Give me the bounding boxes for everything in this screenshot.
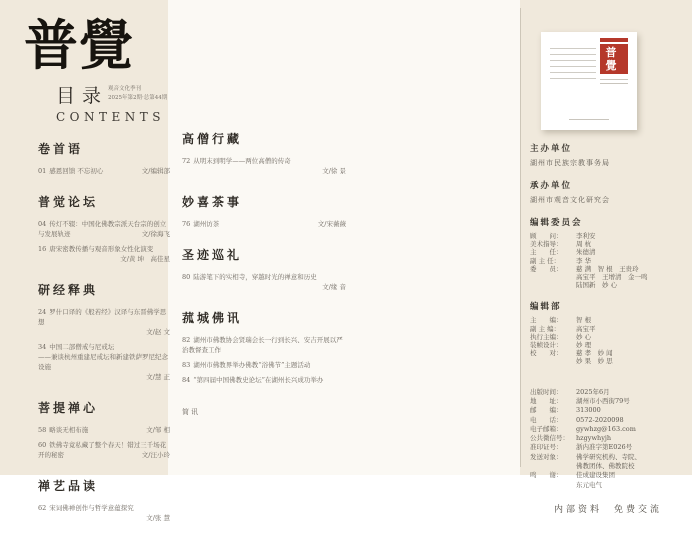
magazine-title: 普覺 (24, 13, 134, 77)
section-heading: 菰城佛讯 (182, 311, 243, 325)
row-value: 高宝平 (576, 324, 596, 333)
toc-item[interactable] (182, 219, 346, 229)
dept-row (530, 357, 686, 365)
row-value: 慈 孝 妙 闻 (576, 349, 613, 358)
row-value: 李 华 (576, 256, 592, 265)
item-title: 从明末到明学——两位高僧的传奇 (193, 157, 291, 165)
row-value: 2025年6月 (576, 387, 610, 396)
row-label: 美术指导： (530, 240, 563, 249)
item-title: 唐宋密教传播与观音形象女性化演变 (49, 245, 154, 253)
footer-note: 内部资料 免费交流 (553, 504, 662, 515)
item-title: 湖州市佛教协会贤瑞会长一行到长兴、安吉开展以严治教督查工作 (182, 336, 343, 354)
item-author: 文/宋薇薇 (317, 220, 346, 228)
info-column (530, 28, 686, 515)
cover-article-lines (550, 48, 596, 80)
item-number: 82 (182, 336, 191, 344)
toc-section (182, 130, 346, 176)
item-title: 宋词佛禅创作与哲学意蕴探究 (49, 504, 134, 512)
item-title: “第四届中国佛教史论坛”在湖州长兴成功举办 (193, 376, 324, 384)
publication-row (530, 481, 686, 490)
section-heading: 卷首语 (38, 142, 84, 156)
item-number: 84 (182, 376, 191, 384)
toc-middle-column (182, 130, 346, 417)
row-label: 主 任： (530, 248, 563, 257)
toc-left-column (38, 140, 170, 540)
item-number: 58 (38, 426, 47, 434)
section-heading: 妙喜茶事 (182, 195, 243, 209)
publication-row (530, 471, 686, 480)
item-number: 80 (182, 273, 191, 281)
item-title: 湖州访茶 (193, 220, 220, 228)
row-label: 准印证号： (530, 443, 563, 452)
row-value: 慈 满 智 根 王贵玲 (576, 264, 639, 273)
item-title: 中国二部僧戒与尼戒坛 (49, 343, 115, 351)
toc-section (38, 399, 170, 460)
toc-item[interactable] (182, 156, 346, 176)
item-number: 72 (182, 157, 191, 165)
item-author: 文/赵 文 (146, 328, 170, 336)
item-number: 60 (38, 441, 47, 449)
organizer-heading: 承办单位 (530, 181, 573, 191)
row-label: 鸣 谢： (530, 471, 563, 480)
item-author: 文/黄 坤 高佳星 (120, 255, 170, 263)
item-title: 铁佛寺竟私藏了整个春天！错过三千场花开的秘密 (38, 441, 167, 459)
row-label: 校 对： (530, 349, 563, 358)
row-label: 电子邮箱： (530, 424, 563, 433)
item-number: 04 (38, 220, 47, 228)
item-number: 01 (38, 167, 47, 175)
row-label: 副 主 编： (530, 324, 561, 333)
contents-label: CONTENTS (56, 110, 166, 125)
row-value: 妙 心 (576, 332, 592, 341)
toc-item[interactable] (182, 360, 346, 370)
editorial-dept-rows (530, 316, 686, 365)
committee-row (530, 281, 686, 289)
item-author: 文/邹 相 (146, 426, 170, 434)
item-title: 陆游笔下的实相寺，穿越时光的禅意和历史 (193, 273, 317, 281)
toc-section (38, 477, 170, 523)
dept-row (530, 316, 686, 324)
publication-row (530, 462, 686, 471)
cover-title: 普覺 (600, 44, 628, 74)
brief-news-label: 简讯 (182, 408, 200, 416)
row-value: 佛教团体、佛教院校 (576, 462, 635, 471)
row-value: 0572-2020098 (576, 415, 624, 424)
item-title: 传灯不辍：中国化佛教宗派天台宗的创立与发展轨迹 (38, 220, 167, 238)
publication-row (530, 425, 686, 434)
row-label: 执行主编： (530, 332, 563, 341)
committee-row (530, 273, 686, 281)
toc-section (38, 281, 170, 382)
row-value: 周 杭 (576, 240, 592, 249)
row-label: 发送对象： (530, 452, 563, 461)
toc-subtitle-line1: 观音文化季刊 (108, 86, 142, 93)
publisher-name: 湖州市民族宗教事务局 (530, 159, 610, 167)
item-number: 16 (38, 245, 47, 253)
item-title: 略谈无相布施 (49, 426, 89, 434)
dept-row (530, 333, 686, 341)
editorial-committee-rows (530, 232, 686, 289)
publication-row (530, 406, 686, 415)
toc-section (182, 309, 346, 385)
magazine-cover-thumbnail (541, 32, 637, 130)
row-value: 浙内准字第E026号 (576, 443, 633, 452)
section-heading: 高僧行藏 (182, 132, 243, 146)
item-title: 湖州市佛教界举办佛教“浴佛节”主题活动 (193, 361, 311, 369)
committee-row (530, 248, 686, 256)
row-value: 妙 果 妙 思 (576, 357, 613, 366)
masthead (24, 13, 174, 125)
toc-item[interactable] (38, 307, 170, 337)
dept-row (530, 341, 686, 349)
toc-item[interactable] (182, 375, 346, 385)
row-label: 出版时间： (530, 387, 563, 396)
publication-row (530, 416, 686, 425)
item-author: 文/徐 景 (322, 167, 346, 175)
publisher-heading: 主办单位 (530, 144, 573, 154)
item-number: 76 (182, 220, 191, 228)
row-value: 湖州市小西街79号 (576, 396, 630, 405)
committee-row (530, 232, 686, 240)
toc-item[interactable] (182, 272, 346, 292)
row-value: gywhzg@163.com (576, 424, 636, 433)
item-author: 文/徐海飞 (141, 230, 170, 238)
row-label: 邮 编： (530, 406, 563, 415)
row-value: 朱德清 (576, 248, 596, 257)
row-value: 佳成建设集团 (576, 471, 615, 480)
page-right-edge (692, 0, 700, 475)
item-author: 文/慧 正 (146, 373, 170, 381)
item-subtitle: ——兼谈杭州重建尼戒坛和新建铁萨罗尼纪念设施 (38, 353, 168, 371)
toc-section (38, 140, 170, 176)
row-value: 李利安 (576, 232, 596, 240)
dept-row (530, 325, 686, 333)
cover-footer-line (569, 119, 609, 121)
item-number: 24 (38, 308, 47, 316)
section-heading: 圣迹巡礼 (182, 248, 243, 262)
committee-row (530, 257, 686, 265)
toc-subtitle-line2: 2025年第2期·总第44期 (108, 94, 168, 101)
item-author: 文/汪小玲 (141, 451, 170, 459)
row-label: 地 址： (530, 396, 563, 405)
row-value: 高宝平 王增清 金一鸣 (576, 273, 648, 282)
item-title: 感恩回馈 不忘初心 (49, 167, 104, 175)
row-value: 妙 理 (576, 341, 592, 350)
row-value: 313000 (576, 406, 601, 415)
publication-row (530, 453, 686, 462)
toc-section (182, 246, 346, 292)
toc-section (182, 193, 346, 229)
item-author: 文/编辑部 (141, 167, 170, 175)
section-heading: 普觉论坛 (38, 195, 99, 209)
row-value: 陆国新 妙 心 (576, 281, 618, 290)
item-number: 34 (38, 343, 47, 351)
row-label: 公共微信号： (530, 434, 569, 443)
toc-subtitle (108, 85, 167, 103)
toc-title: 目录 (56, 85, 109, 108)
cover-tag (600, 38, 628, 42)
section-heading: 菩提禅心 (38, 401, 99, 415)
row-label: 电 话： (530, 415, 563, 424)
vertical-divider (520, 8, 521, 467)
toc-item[interactable] (38, 342, 170, 382)
editorial-dept-heading: 编辑部 (530, 302, 562, 313)
item-author: 文/张 慧 (146, 514, 170, 522)
row-value: 智 根 (576, 316, 592, 325)
row-label: 装帧设计： (530, 341, 563, 350)
publication-row (530, 388, 686, 397)
row-label: 副 主 任： (530, 256, 561, 265)
toc-item[interactable] (38, 503, 170, 523)
toc-item[interactable] (38, 166, 170, 176)
toc-item[interactable] (38, 219, 170, 239)
editorial-committee-heading: 编辑委员会 (530, 218, 583, 228)
row-value: 东元电气 (576, 480, 602, 489)
toc-section (38, 193, 170, 264)
organizer-name: 湖州市观音文化研究会 (530, 196, 610, 204)
toc-item[interactable] (182, 335, 346, 355)
item-title: 罗什口译的《般若经》汉译与东晋佛学思想 (38, 308, 167, 326)
item-number: 83 (182, 361, 191, 369)
toc-item[interactable] (38, 425, 170, 435)
section-heading: 研经释典 (38, 283, 99, 297)
cover-caption-lines (600, 79, 628, 87)
row-label: 顾 问： (530, 232, 563, 240)
row-label: 委 员： (530, 264, 563, 273)
section-heading: 禅艺品读 (38, 479, 99, 493)
publication-row (530, 397, 686, 406)
publication-row (530, 443, 686, 452)
item-author: 文/缘 音 (322, 283, 346, 291)
committee-row (530, 265, 686, 273)
item-number: 62 (38, 504, 47, 512)
publication-info-rows (530, 388, 686, 490)
toc-item[interactable] (38, 244, 170, 264)
row-value: hzgywhyjh (576, 434, 612, 443)
row-label: 主 编： (530, 316, 563, 325)
toc-item[interactable] (38, 440, 170, 460)
row-value: 佛学研究机构、寺院、 (576, 452, 641, 461)
